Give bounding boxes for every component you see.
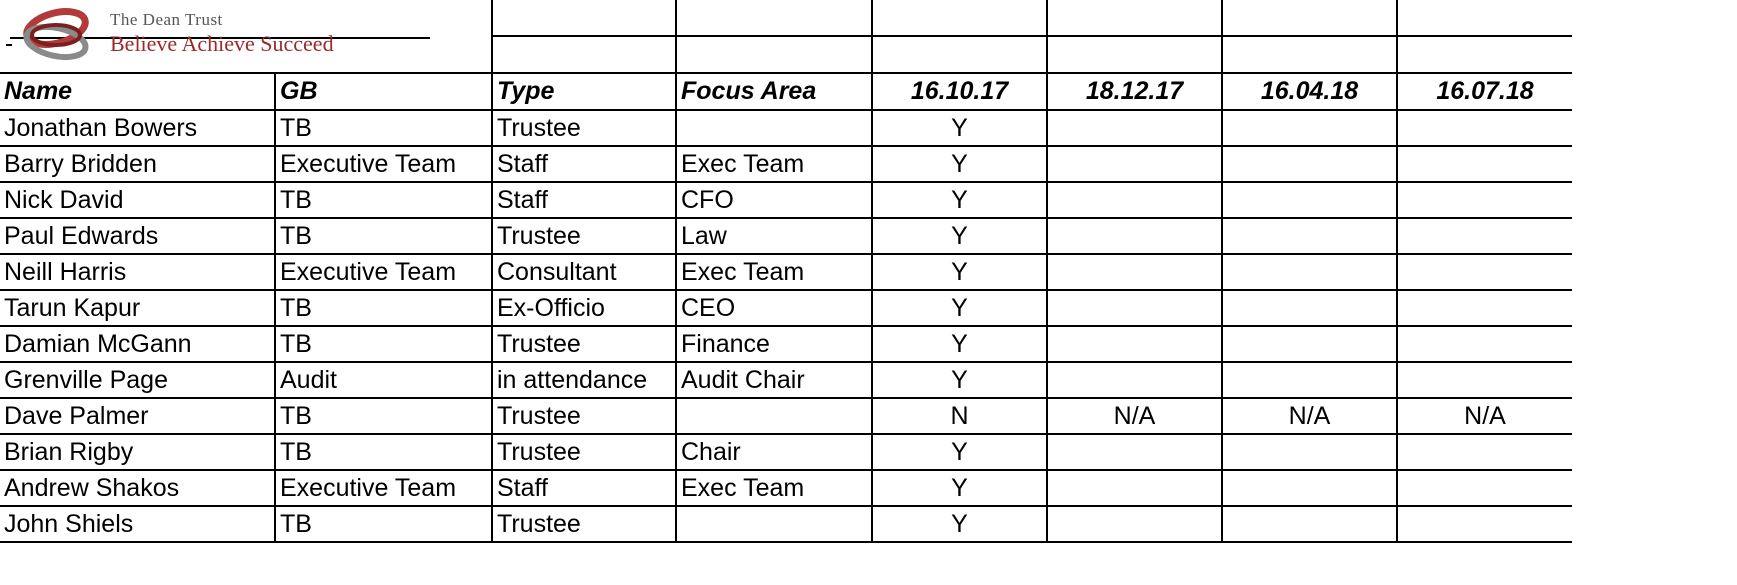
cell-date-2[interactable]: N/A (1047, 398, 1222, 434)
cell-date-3[interactable] (1222, 506, 1397, 542)
cell-date-4[interactable] (1397, 506, 1572, 542)
cell-date-1[interactable]: Y (872, 470, 1047, 506)
header-focus-area[interactable]: Focus Area (676, 73, 872, 110)
cell-date-2[interactable] (1047, 434, 1222, 470)
cell-gb[interactable]: TB (275, 290, 492, 326)
cell-date-4[interactable] (1397, 470, 1572, 506)
cell[interactable] (492, 0, 676, 36)
cell-gb[interactable]: Executive Team (275, 470, 492, 506)
cell-date-2[interactable] (1047, 470, 1222, 506)
cell-date-3[interactable] (1222, 146, 1397, 182)
cell-date-1[interactable]: Y (872, 290, 1047, 326)
header-type[interactable]: Type (492, 73, 676, 110)
tagline: Believe Achieve Succeed (110, 31, 334, 56)
cell-type[interactable]: Trustee (492, 218, 676, 254)
cell-type[interactable]: Trustee (492, 506, 676, 542)
cell-date-1[interactable]: N (872, 398, 1047, 434)
cell-date-4[interactable] (1397, 290, 1572, 326)
cell[interactable] (872, 36, 1047, 73)
cell-date-3[interactable] (1222, 470, 1397, 506)
cell-date-2[interactable] (1047, 254, 1222, 290)
cell-name[interactable]: Grenville Page (0, 362, 275, 398)
cell-date-3[interactable] (1222, 326, 1397, 362)
cell-date-2[interactable] (1047, 182, 1222, 218)
cell-type[interactable]: Trustee (492, 110, 676, 146)
table-row (0, 110, 1572, 146)
cell-name[interactable]: Nick David (0, 182, 275, 218)
cell-focus-area[interactable]: Chair (676, 434, 872, 470)
dean-trust-knot-icon (16, 8, 96, 64)
cell-focus-area[interactable]: Law (676, 218, 872, 254)
header-date-2[interactable]: 18.12.17 (1047, 73, 1222, 110)
cell[interactable] (676, 36, 872, 73)
cell-date-2[interactable] (1047, 218, 1222, 254)
cell-date-4[interactable] (1397, 434, 1572, 470)
cell[interactable] (676, 0, 872, 36)
cell-date-1[interactable]: Y (872, 326, 1047, 362)
cell-name[interactable]: Andrew Shakos (0, 470, 275, 506)
cell-date-4[interactable] (1397, 182, 1572, 218)
cell[interactable] (1397, 36, 1572, 73)
header-gb[interactable]: GB (275, 73, 492, 110)
cell[interactable] (492, 36, 676, 73)
cell-date-1[interactable]: Y (872, 218, 1047, 254)
table-row (0, 218, 1572, 254)
cell-gb[interactable]: TB (275, 326, 492, 362)
cell-date-4[interactable] (1397, 218, 1572, 254)
cell-name[interactable]: John Shiels (0, 506, 275, 542)
cell-date-1[interactable]: Y (872, 182, 1047, 218)
logo-rule-mark (6, 44, 12, 46)
cell-type[interactable]: Staff (492, 146, 676, 182)
table-row (0, 326, 1572, 362)
cell-gb[interactable]: TB (275, 398, 492, 434)
cell-date-3[interactable] (1222, 218, 1397, 254)
cell-type[interactable]: Consultant (492, 254, 676, 290)
cell-date-3[interactable] (1222, 290, 1397, 326)
cell-type[interactable]: Trustee (492, 326, 676, 362)
cell-focus-area[interactable]: Audit Chair (676, 362, 872, 398)
cell-focus-area[interactable] (676, 506, 872, 542)
cell-focus-area[interactable]: CFO (676, 182, 872, 218)
cell-date-4[interactable] (1397, 362, 1572, 398)
cell-date-2[interactable] (1047, 362, 1222, 398)
cell-type[interactable]: Ex-Officio (492, 290, 676, 326)
header-date-1[interactable]: 16.10.17 (872, 73, 1047, 110)
cell-date-1[interactable]: Y (872, 434, 1047, 470)
cell-gb[interactable]: TB (275, 110, 492, 146)
cell-date-4[interactable] (1397, 110, 1572, 146)
cell-date-2[interactable] (1047, 110, 1222, 146)
cell-date-3[interactable] (1222, 434, 1397, 470)
cell-gb[interactable]: TB (275, 506, 492, 542)
header-date-3[interactable]: 16.04.18 (1222, 73, 1397, 110)
cell[interactable] (1047, 36, 1222, 73)
cell-date-3[interactable] (1222, 182, 1397, 218)
dean-trust-logo (10, 4, 430, 68)
table-row (0, 146, 1572, 182)
cell-gb[interactable]: Executive Team (275, 146, 492, 182)
table-row (0, 254, 1572, 290)
cell[interactable] (872, 0, 1047, 36)
cell-focus-area[interactable]: CEO (676, 290, 872, 326)
cell-date-1[interactable]: Y (872, 110, 1047, 146)
cell-type[interactable]: Trustee (492, 434, 676, 470)
table-row (0, 290, 1572, 326)
cell-name[interactable]: Dave Palmer (0, 398, 275, 434)
cell-name[interactable]: Paul Edwards (0, 218, 275, 254)
cell-gb[interactable]: Executive Team (275, 254, 492, 290)
table-row (0, 398, 1572, 434)
cell-name[interactable]: Damian McGann (0, 326, 275, 362)
cell-gb[interactable]: TB (275, 218, 492, 254)
table-row (0, 506, 1572, 542)
cell[interactable] (1397, 0, 1572, 36)
header-date-4[interactable]: 16.07.18 (1397, 73, 1572, 110)
cell-date-3[interactable]: N/A (1222, 398, 1397, 434)
cell-focus-area[interactable]: Exec Team (676, 470, 872, 506)
cell-type[interactable]: in attendance (492, 362, 676, 398)
cell-focus-area[interactable] (676, 398, 872, 434)
cell-focus-area[interactable]: Exec Team (676, 254, 872, 290)
cell-name[interactable]: Tarun Kapur (0, 290, 275, 326)
org-name: The Dean Trust (110, 10, 223, 29)
cell-name[interactable]: Barry Bridden (0, 146, 275, 182)
cell-date-4[interactable] (1397, 254, 1572, 290)
cell-date-3[interactable] (1222, 254, 1397, 290)
cell-gb[interactable]: TB (275, 434, 492, 470)
table-row (0, 470, 1572, 506)
cell-date-1[interactable]: Y (872, 506, 1047, 542)
header-name[interactable]: Name (0, 73, 275, 110)
cell-focus-area[interactable]: Finance (676, 326, 872, 362)
cell-date-2[interactable] (1047, 146, 1222, 182)
cell-focus-area[interactable]: Exec Team (676, 146, 872, 182)
cell-date-1[interactable]: Y (872, 146, 1047, 182)
cell[interactable] (1222, 0, 1397, 36)
cell-gb[interactable]: Audit (275, 362, 492, 398)
cell-type[interactable]: Trustee (492, 398, 676, 434)
cell-date-4[interactable] (1397, 146, 1572, 182)
cell-name[interactable]: Neill Harris (0, 254, 275, 290)
cell-date-2[interactable] (1047, 290, 1222, 326)
header-row (0, 73, 1572, 110)
cell-date-4[interactable]: N/A (1397, 398, 1572, 434)
cell-name[interactable]: Jonathan Bowers (0, 110, 275, 146)
cell-date-3[interactable] (1222, 110, 1397, 146)
cell[interactable] (1222, 36, 1397, 73)
cell-type[interactable]: Staff (492, 182, 676, 218)
cell-name[interactable]: Brian Rigby (0, 434, 275, 470)
cell[interactable] (1047, 0, 1222, 36)
cell-focus-area[interactable] (676, 110, 872, 146)
cell-date-4[interactable] (1397, 326, 1572, 362)
cell-date-1[interactable]: Y (872, 254, 1047, 290)
cell-date-2[interactable] (1047, 506, 1222, 542)
cell-date-2[interactable] (1047, 326, 1222, 362)
table-row (0, 362, 1572, 398)
cell-date-3[interactable] (1222, 362, 1397, 398)
cell-type[interactable]: Staff (492, 470, 676, 506)
cell-gb[interactable]: TB (275, 182, 492, 218)
table-row (0, 434, 1572, 470)
cell-date-1[interactable]: Y (872, 362, 1047, 398)
table-row (0, 182, 1572, 218)
